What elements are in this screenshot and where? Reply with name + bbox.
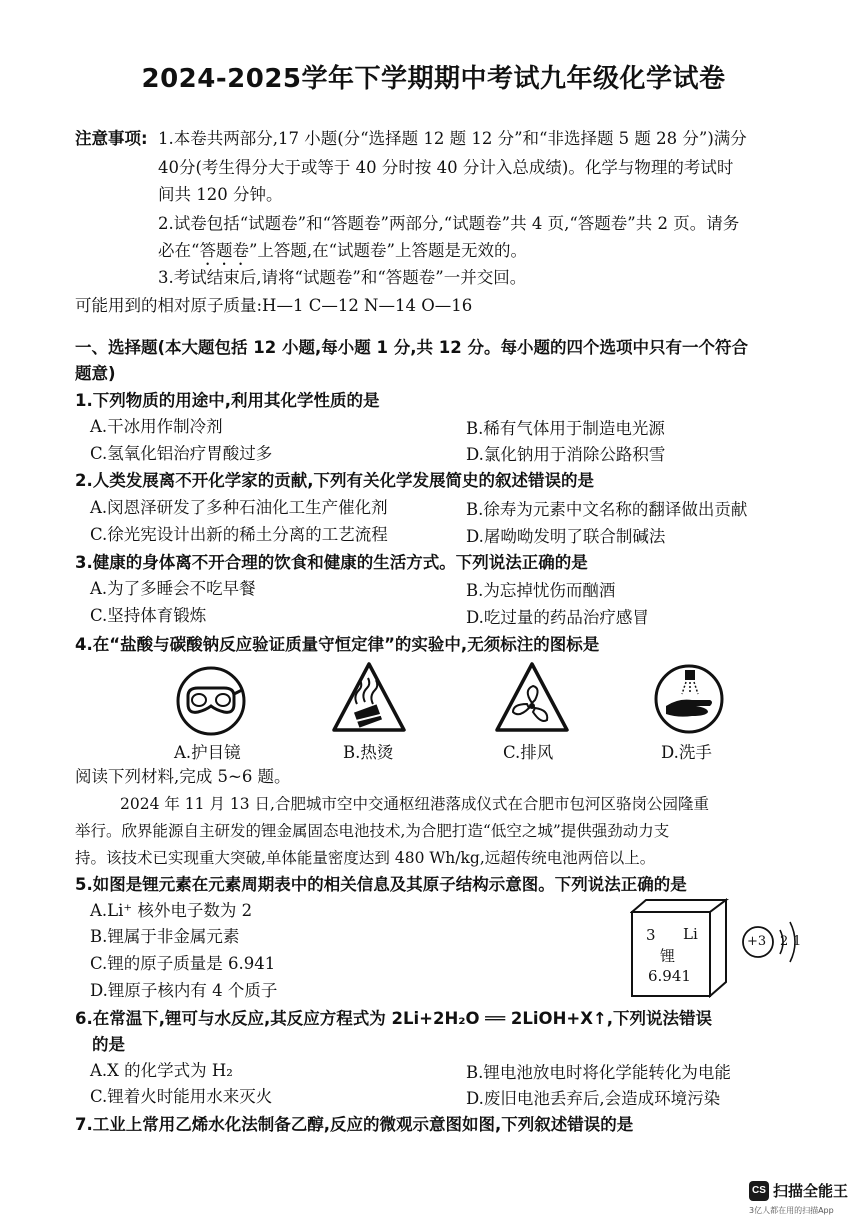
reading-para-3: 持。该技术已实现重大突破,单体能量密度达到 480 Wh/kg,远超传统电池两倍以上。 xyxy=(75,849,656,867)
q4-label-c: C.排风 xyxy=(503,743,554,762)
reading-para-2: 举行。欣界能源自主研发的锂金属固态电池技术,为合肥打造“低空之城”提供强劲动力支 xyxy=(75,822,670,840)
cell-symbol: Li xyxy=(683,925,698,943)
q3-option-b: B.为忘掉忧伤而酗酒 xyxy=(466,581,616,600)
notice-line-3: 间共 120 分钟。 xyxy=(158,185,283,204)
scanner-watermark xyxy=(749,1179,861,1219)
exam-title: 2024-2025学年下学期期中考试九年级化学试卷 xyxy=(141,64,726,94)
notice-line-2: 40分(考生得分大于或等于 40 分时按 40 分计入总成绩)。化学与物理的考试时 xyxy=(158,158,734,177)
q4-label-d: D.洗手 xyxy=(661,743,712,762)
notice-line-1: 1.本卷共两部分,17 小题(分“选择题 12 题 12 分”和“非选择题 5 题 28 分”)满分 xyxy=(158,129,747,148)
notice-label: 注意事项: xyxy=(75,129,148,148)
q2-option-c: C.徐光宪设计出新的稀土分离的工艺流程 xyxy=(90,525,388,544)
q1-option-c: C.氢氧化铝治疗胃酸过多 xyxy=(90,444,273,463)
q1-option-d: D.氯化钠用于消除公路积雪 xyxy=(466,445,666,464)
atom-shell-2: 1 xyxy=(793,934,802,949)
q2-option-b: B.徐寿为元素中文名称的翻译做出贡献 xyxy=(466,500,748,519)
q6-option-a: A.X 的化学式为 H₂ xyxy=(90,1061,233,1080)
q4-label-b: B.热烫 xyxy=(343,743,394,762)
q6-option-b: B.锂电池放电时将化学能转化为电能 xyxy=(466,1063,731,1082)
hot-surface-icon xyxy=(330,660,408,736)
q5-option-d: D.锂原子核内有 4 个质子 xyxy=(90,981,278,1000)
q3-stem: 3.健康的身体离不开合理的饮食和健康的生活方式。下列说法正确的是 xyxy=(75,553,588,572)
q5-option-a: A.Li⁺ 核外电子数为 2 xyxy=(90,901,253,920)
notice-line-5: 必在“答题卷”上答题,在“试题卷”上答题是无效的。 xyxy=(158,241,527,260)
q6-option-c: C.锂着火时能用水来灭火 xyxy=(90,1087,273,1106)
wash-hands-icon xyxy=(652,662,726,736)
ventilation-icon xyxy=(493,660,571,736)
q2-stem: 2.人类发展离不开化学家的贡献,下列有关化学发展简史的叙述错误的是 xyxy=(75,471,595,490)
q5-option-c: C.锂的原子质量是 6.941 xyxy=(90,954,276,973)
notice-line-6: 3.考试结束后,请将“试题卷”和“答题卷”一并交回。 xyxy=(158,268,527,287)
q6-option-d: D.废旧电池丢弃后,会造成环境污染 xyxy=(466,1089,721,1108)
q6-stem: 6.在常温下,锂可与水反应,其反应方程式为 2Li+2H₂O ══ 2LiOH+X↑,下列说法错误 xyxy=(75,1009,713,1028)
goggles-icon xyxy=(174,664,248,738)
atomic-mass-line: 可能用到的相对原子质量:H—1 C—12 N—14 O—16 xyxy=(75,296,473,315)
q1-option-b: B.稀有气体用于制造电光源 xyxy=(466,419,665,438)
q5-stem: 5.如图是锂元素在元素周期表中的相关信息及其原子结构示意图。下列说法正确的是 xyxy=(75,875,687,894)
q2-option-d: D.屠呦呦发明了联合制碱法 xyxy=(466,527,666,546)
q5-option-b: B.锂属于非金属元素 xyxy=(90,927,240,946)
q3-option-c: C.坚持体育锻炼 xyxy=(90,606,207,625)
q7-stem: 7.工业上常用乙烯水化法制备乙醇,反应的微观示意图如图,下列叙述错误的是 xyxy=(75,1115,634,1134)
q3-option-a: A.为了多睡会不吃早餐 xyxy=(90,579,256,598)
q1-stem: 1.下列物质的用途中,利用其化学性质的是 xyxy=(75,391,380,410)
reading-intro: 阅读下列材料,完成 5~6 题。 xyxy=(75,767,291,786)
q3-option-d: D.吃过量的药品治疗感冒 xyxy=(466,608,649,627)
notice-line-4: 2.试卷包括“试题卷”和“答题卷”两部分,“试题卷”共 4 页,“答题卷”共 2 页。请务 xyxy=(158,214,740,233)
atom-nucleus-charge: +3 xyxy=(747,934,767,949)
q2-option-a: A.闵恩泽研发了多种石油化工生产催化剂 xyxy=(90,498,388,517)
emphasis-answer-sheet: 答题卷 xyxy=(199,241,249,260)
camscanner-tagline: 3亿人都在用的扫描App xyxy=(749,1206,834,1215)
cell-atomic-number: 3 xyxy=(646,926,656,944)
section1-heading: 一、选择题(本大题包括 12 小题,每小题 1 分,共 12 分。每小题的四个选项中只有一个符合 xyxy=(75,338,748,357)
section1-heading-cont: 题意) xyxy=(75,364,116,383)
camscanner-logo-icon: CS xyxy=(749,1181,769,1201)
atom-shell-1: 2 xyxy=(780,934,789,949)
camscanner-name: 扫描全能王 xyxy=(773,1182,849,1200)
reading-para-1: 2024 年 11 月 13 日,合肥城市空中交通枢纽港落成仪式在合肥市包河区骆岗公园隆重 xyxy=(120,795,709,813)
cell-atomic-mass: 6.941 xyxy=(648,967,691,985)
q4-label-a: A.护目镜 xyxy=(174,743,241,762)
q4-stem: 4.在“盐酸与碳酸钠反应验证质量守恒定律”的实验中,无须标注的图标是 xyxy=(75,635,600,654)
cell-name: 锂 xyxy=(660,947,676,965)
q1-option-a: A.干冰用作制冷剂 xyxy=(90,417,223,436)
q6-stem-cont: 的是 xyxy=(92,1035,125,1054)
